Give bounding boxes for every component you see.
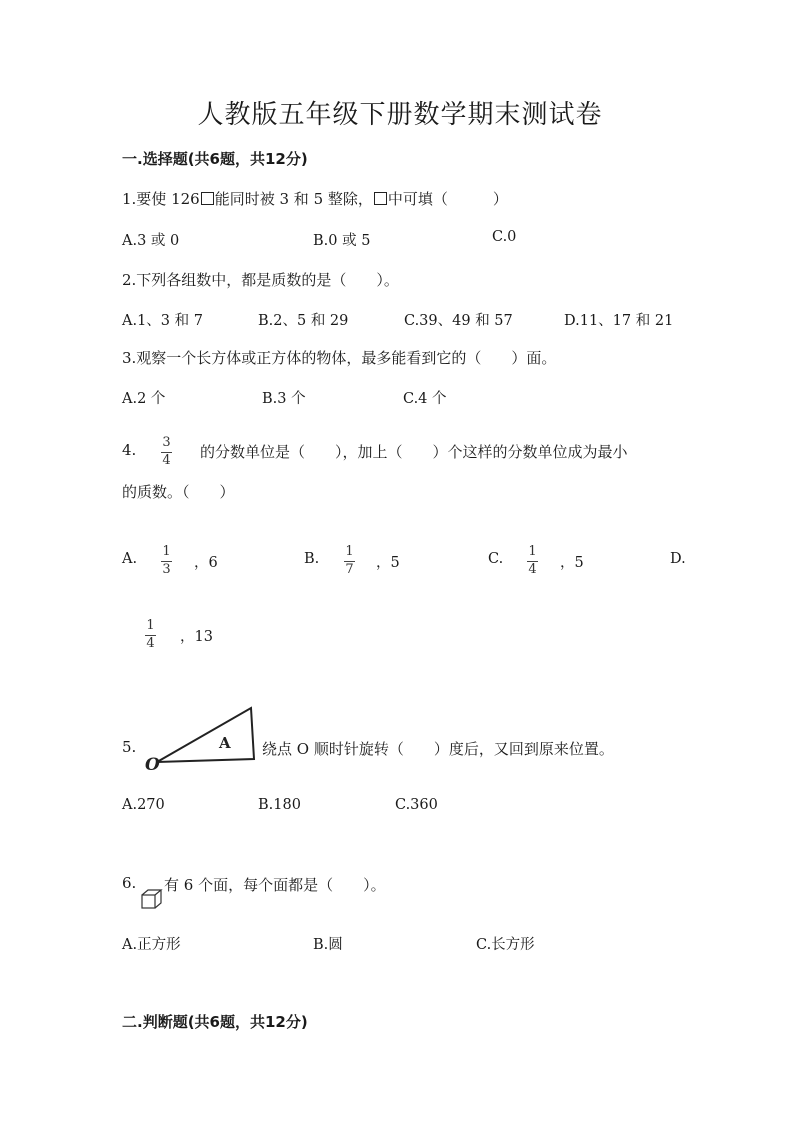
question-5-option-b: B.180 [258,797,301,813]
question-2: 2.下列各组数中，都是质数的是（ ）。 [122,271,399,289]
question-4-option-b-letter: B. [304,551,320,567]
question-6-option-c: C.长方形 [476,937,535,953]
shape-a-label: A [219,734,231,752]
fraction-numerator: 1 [345,544,354,559]
question-2-option-c: C.39、49 和 57 [404,313,513,329]
question-4-text: 的分数单位是（ ），加上（ ）个这样的分数单位成为最小 [200,443,628,461]
question-4-option-a-letter: A. [122,551,138,567]
fraction-denominator: 4 [528,562,537,577]
question-4-fraction [161,436,172,468]
question-3: 3.观察一个长方体或正方体的物体，最多能看到它的（ ）面。 [122,349,557,367]
question-4-option-d-fraction [145,619,156,651]
fraction-numerator: 3 [162,435,171,450]
section-heading-judgment: 二.判断题(共6题，共12分) [122,1013,308,1031]
question-4-option-b-fraction [344,545,355,577]
question-4-option-d-rest: ，13 [180,629,213,645]
question-1-option-a: A.3 或 0 [122,233,180,249]
question-4-option-c-rest: ，5 [560,555,584,571]
question-4-option-c-letter: C. [488,551,504,567]
fraction-numerator: 1 [162,544,171,559]
fraction-denominator: 7 [345,562,354,577]
question-5-option-c: C.360 [395,797,438,813]
section-heading-choice: 一.选择题(共6题，共12分) [122,150,308,168]
question-4-option-a-rest: ，6 [194,555,218,571]
question-2-option-b: B.2、5 和 29 [258,313,349,329]
triangle-figure [143,704,263,774]
fraction-numerator: 1 [146,618,155,633]
question-4-number: 4. [122,441,137,459]
cube-icon [140,889,164,911]
fraction-denominator: 3 [162,562,171,577]
question-5-number: 5. [122,738,137,756]
blank-box-icon [374,192,387,205]
triangle-a-shape [157,708,254,762]
question-1-prefix: 1.要使 126 [122,190,200,208]
fraction-numerator: 1 [528,544,537,559]
question-4-text-2: 的质数。（ ） [122,483,235,501]
question-4-option-b-rest: ，5 [376,555,400,571]
question-1 [122,188,508,209]
point-o-label: O [145,755,160,774]
question-4-option-d-letter: D. [670,551,686,567]
question-3-option-b: B.3 个 [262,391,306,407]
question-3-option-a: A.2 个 [122,391,166,407]
question-6-number: 6. [122,874,137,892]
question-2-option-d: D.11、17 和 21 [564,313,674,329]
page-title: 人教版五年级下册数学期末测试卷 [197,100,603,130]
question-2-option-a: A.1、3 和 7 [122,313,203,329]
question-5-option-a: A.270 [122,797,165,813]
question-4-option-a-fraction [161,545,172,577]
question-6-text: 有 6 个面，每个面都是（ ）。 [164,876,386,894]
question-6-option-b: B.圆 [313,937,343,953]
fraction-denominator: 4 [146,636,155,651]
question-5-text: 绕点 O 顺时针旋转（ ）度后，又回到原来位置。 [262,740,614,758]
question-1-suffix: 中可填（ ） [387,190,508,208]
question-1-middle: 能同时被 3 和 5 整除， [214,190,373,208]
question-1-option-c: C.0 [492,229,517,245]
question-1-option-b: B.0 或 5 [313,233,371,249]
question-4-option-c-fraction [527,545,538,577]
fraction-denominator: 4 [162,453,171,468]
question-3-option-c: C.4 个 [403,391,447,407]
blank-box-icon [201,192,214,205]
question-6-option-a: A.正方形 [122,937,181,953]
